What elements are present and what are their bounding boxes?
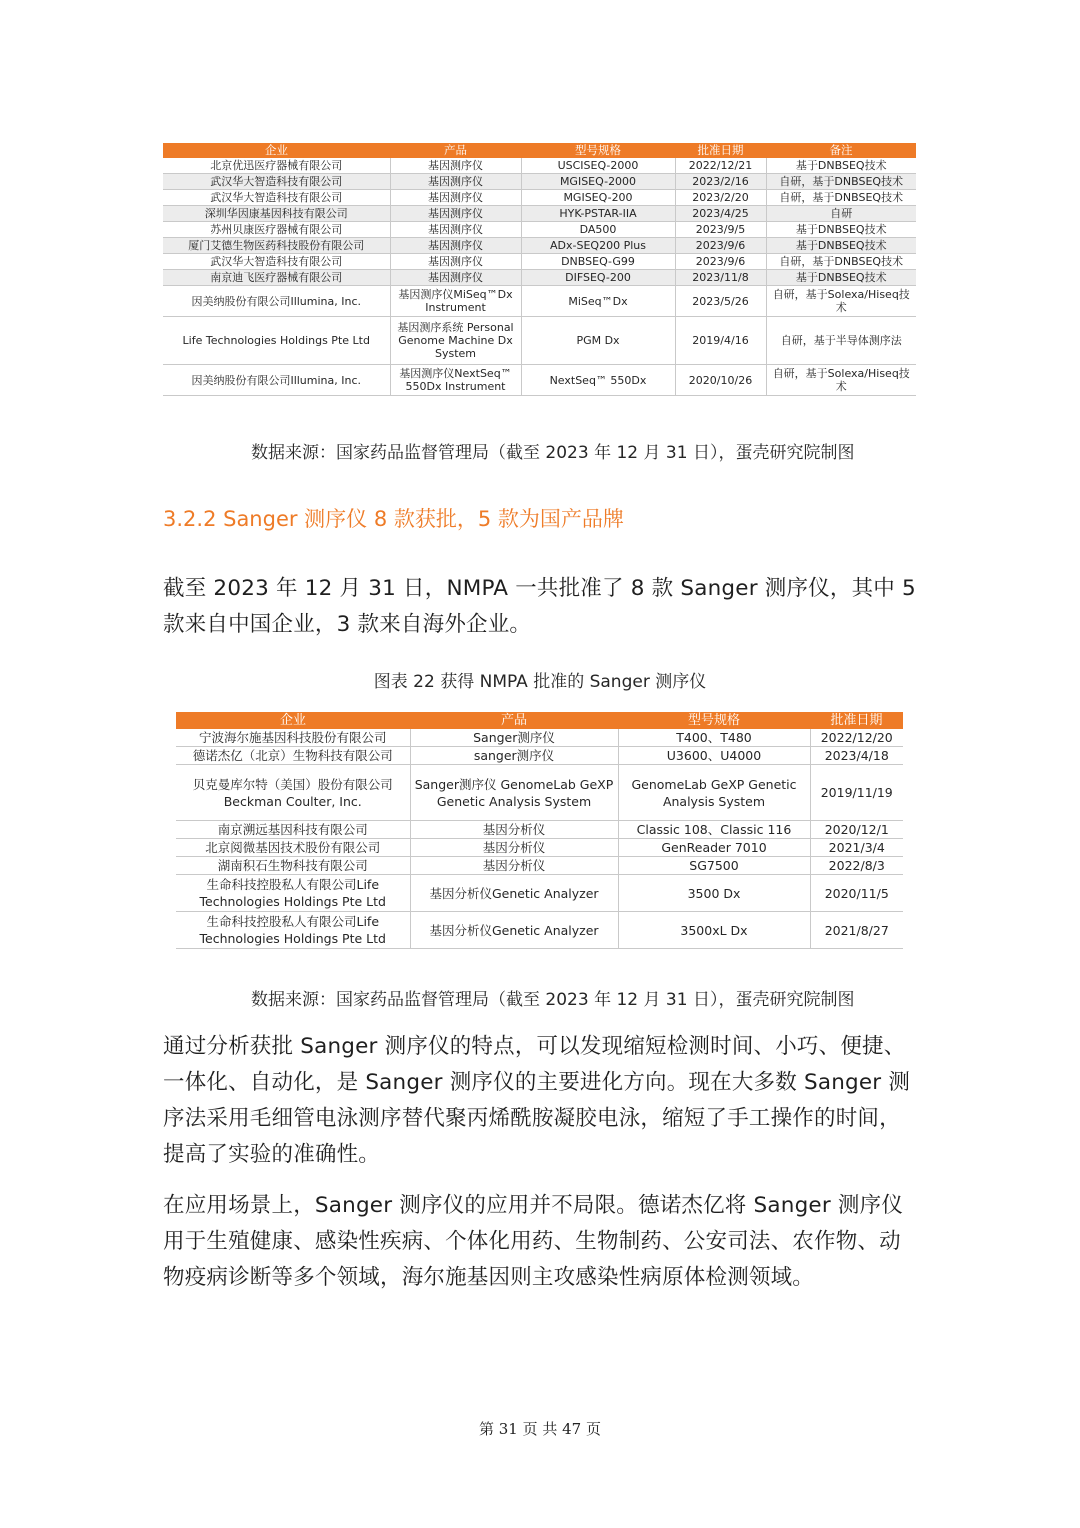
cell-company: 南京迪飞医疗器械有限公司 — [163, 270, 390, 286]
cell-date: 2023/2/20 — [675, 190, 766, 206]
cell-company: 北京阅微基因技术股份有限公司 — [176, 839, 410, 857]
table-header-row — [176, 712, 903, 729]
body-paragraph-1: 截至 2023 年 12 月 31 日，NMPA 一共批准了 8 款 Sanger 测序仪，其中 5 款来自中国企业，3 款来自海外企业。 — [163, 576, 916, 637]
table-row — [176, 912, 903, 949]
cell-model: USCISEQ-2000 — [521, 158, 675, 174]
cell-company: 武汉华大智造科技有限公司 — [163, 174, 390, 190]
cell-company: 南京溯远基因科技有限公司 — [176, 821, 410, 839]
cell-model: GenReader 7010 — [618, 839, 810, 857]
cell-company: 宁波海尔施基因科技股份有限公司 — [176, 729, 410, 747]
cell-product: Sanger测序仪 GenomeLab GeXP Genetic Analysis System — [410, 765, 618, 821]
cell-product: 基因测序仪 — [390, 222, 521, 238]
cell-product: 基因测序仪NextSeq™ 550Dx Instrument — [390, 365, 521, 396]
cell-company: 因美纳股份有限公司Illumina, Inc. — [163, 286, 390, 317]
cell-model: U3600、U4000 — [618, 747, 810, 765]
cell-product: 基因测序仪 — [390, 158, 521, 174]
page-number: 第 31 页 共 47 页 — [478, 1420, 601, 1438]
cell-date: 2023/4/18 — [810, 747, 903, 765]
cell-product: sanger测序仪 — [410, 747, 618, 765]
table-row — [163, 174, 916, 190]
table-row — [176, 875, 903, 912]
cell-remark: 自研，基于DNBSEQ技术 — [766, 254, 916, 270]
cell-product: 基因测序仪 — [390, 190, 521, 206]
table-row — [176, 857, 903, 875]
cell-remark: 自研，基于DNBSEQ技术 — [766, 174, 916, 190]
cell-product: 基因测序仪 — [390, 238, 521, 254]
cell-model: 3500xL Dx — [618, 912, 810, 949]
cell-remark: 基于DNBSEQ技术 — [766, 238, 916, 254]
cell-date: 2022/12/20 — [810, 729, 903, 747]
cell-company: 厦门艾德生物医药科技股份有限公司 — [163, 238, 390, 254]
figure-caption: 图表 22 获得 NMPA 批准的 Sanger 测序仪 — [373, 672, 707, 692]
cell-company: Life Technologies Holdings Pte Ltd — [163, 317, 390, 365]
cell-date: 2020/12/1 — [810, 821, 903, 839]
cell-company: 深圳华因康基因科技有限公司 — [163, 206, 390, 222]
cell-model: ADx-SEQ200 Plus — [521, 238, 675, 254]
cell-model: DA500 — [521, 222, 675, 238]
cell-model: MiSeq™Dx — [521, 286, 675, 317]
header-product: 产品 — [410, 712, 618, 729]
cell-date: 2023/9/5 — [675, 222, 766, 238]
table-row — [176, 765, 903, 821]
table-row — [176, 821, 903, 839]
cell-product: 基因测序仪 — [390, 206, 521, 222]
cell-company: 生命科技控股私人有限公司Life Technologies Holdings Pte Ltd — [176, 912, 410, 949]
cell-product: 基因测序仪MiSeq™Dx Instrument — [390, 286, 521, 317]
cell-date: 2023/11/8 — [675, 270, 766, 286]
header-remark: 备注 — [766, 143, 916, 158]
cell-date: 2020/10/26 — [675, 365, 766, 396]
table-row — [163, 222, 916, 238]
cell-date: 2023/4/25 — [675, 206, 766, 222]
cell-company: 北京优迅医疗器械有限公司 — [163, 158, 390, 174]
cell-company: 因美纳股份有限公司Illumina, Inc. — [163, 365, 390, 396]
table-row — [163, 158, 916, 174]
cell-product: Sanger测序仪 — [410, 729, 618, 747]
cell-product: 基因测序系统 Personal Genome Machine Dx System — [390, 317, 521, 365]
section-heading: 3.2.2 Sanger 测序仪 8 款获批，5 款为国产品牌 — [163, 507, 624, 531]
header-approval-date: 批准日期 — [675, 143, 766, 158]
cell-product: 基因分析仪 — [410, 857, 618, 875]
cell-date: 2021/8/27 — [810, 912, 903, 949]
table-header-row — [163, 143, 916, 158]
cell-product: 基因分析仪 — [410, 821, 618, 839]
table2-source-note: 数据来源：国家药品监督管理局（截至 2023 年 12 月 31 日），蛋壳研究院制图 — [251, 990, 855, 1010]
cell-date: 2023/9/6 — [675, 238, 766, 254]
cell-model: DNBSEQ-G99 — [521, 254, 675, 270]
cell-model: T400、T480 — [618, 729, 810, 747]
cell-model: 3500 Dx — [618, 875, 810, 912]
table1-source-note: 数据来源：国家药品监督管理局（截至 2023 年 12 月 31 日），蛋壳研究院制图 — [251, 443, 855, 463]
cell-date: 2023/2/16 — [675, 174, 766, 190]
cell-date: 2020/11/5 — [810, 875, 903, 912]
table-row — [163, 238, 916, 254]
cell-date: 2019/11/19 — [810, 765, 903, 821]
cell-remark: 自研，基于Solexa/Hiseq技术 — [766, 286, 916, 317]
cell-company: 湖南积石生物科技有限公司 — [176, 857, 410, 875]
cell-date: 2021/3/4 — [810, 839, 903, 857]
header-product: 产品 — [390, 143, 521, 158]
cell-model: SG7500 — [618, 857, 810, 875]
cell-remark: 自研，基于半导体测序法 — [766, 317, 916, 365]
header-approval-date: 批准日期 — [810, 712, 903, 729]
cell-company: 武汉华大智造科技有限公司 — [163, 190, 390, 206]
table-row — [163, 270, 916, 286]
cell-remark: 基于DNBSEQ技术 — [766, 222, 916, 238]
cell-product: 基因测序仪 — [390, 270, 521, 286]
table-row — [176, 729, 903, 747]
table-row — [163, 317, 916, 365]
cell-remark: 自研 — [766, 206, 916, 222]
cell-model: MGISEQ-2000 — [521, 174, 675, 190]
cell-date: 2022/8/3 — [810, 857, 903, 875]
cell-model: NextSeq™ 550Dx — [521, 365, 675, 396]
body-paragraph-2: 通过分析获批 Sanger 测序仪的特点，可以发现缩短检测时间、小巧、便捷、一体化、自动化，是 Sanger 测序仪的主要进化方向。现在大多数 Sanger 测序法采用毛细管电泳测序替代聚丙烯酰胺凝胶电泳，缩短了手工操作的时间，提高了实验的准确性。 — [163, 1034, 911, 1167]
cell-remark: 基于DNBSEQ技术 — [766, 270, 916, 286]
cell-date: 2023/5/26 — [675, 286, 766, 317]
cell-remark: 自研，基于Solexa/Hiseq技术 — [766, 365, 916, 396]
cell-model: MGISEQ-200 — [521, 190, 675, 206]
cell-product: 基因分析仪 — [410, 839, 618, 857]
header-company: 企业 — [163, 143, 390, 158]
cell-company: 德诺杰亿（北京）生物科技有限公司 — [176, 747, 410, 765]
table-row — [176, 839, 903, 857]
cell-date: 2023/9/6 — [675, 254, 766, 270]
cell-remark: 基于DNBSEQ技术 — [766, 158, 916, 174]
cell-company: 武汉华大智造科技有限公司 — [163, 254, 390, 270]
table-row — [163, 190, 916, 206]
header-company: 企业 — [176, 712, 410, 729]
cell-date: 2022/12/21 — [675, 158, 766, 174]
table-row — [163, 365, 916, 396]
cell-model: PGM Dx — [521, 317, 675, 365]
cell-date: 2019/4/16 — [675, 317, 766, 365]
nmpa-sanger-sequencer-table — [176, 712, 903, 949]
cell-company: 贝克曼库尔特（美国）股份有限公司 Beckman Coulter, Inc. — [176, 765, 410, 821]
nmpa-ngs-sequencer-table — [163, 143, 916, 396]
table-row — [176, 747, 903, 765]
table-row — [163, 286, 916, 317]
cell-product: 基因测序仪 — [390, 174, 521, 190]
cell-model: HYK-PSTAR-IIA — [521, 206, 675, 222]
table-row — [163, 254, 916, 270]
cell-model: GenomeLab GeXP Genetic Analysis System — [618, 765, 810, 821]
cell-remark: 自研，基于DNBSEQ技术 — [766, 190, 916, 206]
body-paragraph-3: 在应用场景上，Sanger 测序仪的应用并不局限。德诺杰亿将 Sanger 测序仪用于生殖健康、感染性疾病、个体化用药、生物制药、公安司法、农作物、动物疫病诊断等多个领域，海尔施基因则主攻感染性病原体检测领域。 — [163, 1193, 904, 1290]
table-row — [163, 206, 916, 222]
header-model: 型号规格 — [618, 712, 810, 729]
cell-model: DIFSEQ-200 — [521, 270, 675, 286]
cell-product: 基因分析仪Genetic Analyzer — [410, 912, 618, 949]
cell-company: 生命科技控股私人有限公司Life Technologies Holdings Pte Ltd — [176, 875, 410, 912]
header-model: 型号规格 — [521, 143, 675, 158]
cell-product: 基因分析仪Genetic Analyzer — [410, 875, 618, 912]
cell-company: 苏州贝康医疗器械有限公司 — [163, 222, 390, 238]
cell-model: Classic 108、Classic 116 — [618, 821, 810, 839]
cell-product: 基因测序仪 — [390, 254, 521, 270]
